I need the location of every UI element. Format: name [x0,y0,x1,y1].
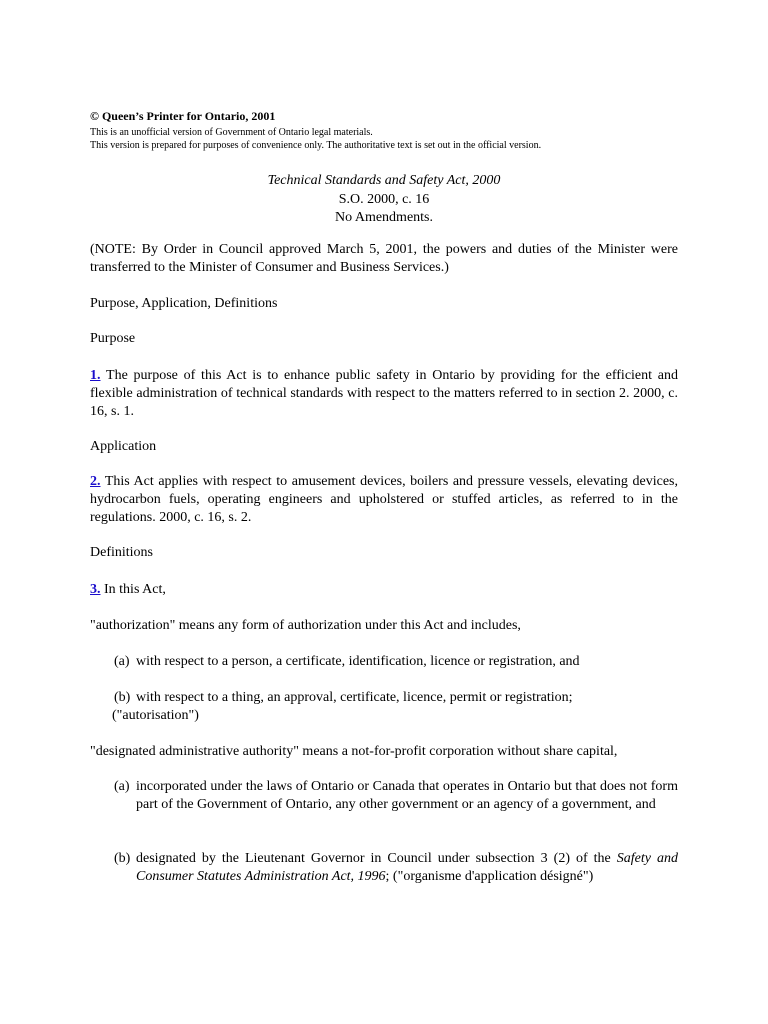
statute-reference: Safety and Consumer Statutes Administration Act, 1996 [136,851,678,884]
section-3-link[interactable]: 3. [90,582,101,597]
item-text-end: ; ("organisme d'application désigné") [385,869,594,884]
definition-authorization-item-b [114,689,678,725]
item-label: (b) [114,690,131,705]
definition-daa-item-a [114,778,678,814]
section-3-text: In this Act, [104,582,166,597]
item-label: (b) [114,851,131,866]
item-text: with respect to a thing, an approval, certificate, licence, permit or registration; [136,690,573,705]
item-label: (a) [114,779,130,794]
part-heading: Purpose, Application, Definitions [90,296,278,311]
definition-daa-item-b [114,850,678,886]
amendments-status: No Amendments. [335,210,433,225]
item-label: (a) [114,654,130,669]
section-heading-application: Application [90,439,157,454]
section-2-text: This Act applies with respect to amusement devices, boilers and pressure vessels, elevating devices, hydrocarbon fuels, operating engineers and upholstered or stuffed articles, as referred to in the regulations. 2000, c. 16, s. 2. [90,474,678,525]
section-2-paragraph [90,473,678,527]
item-french-term: ("autorisation") [112,708,199,723]
council-note: (NOTE: By Order in Council approved March 5, 2001, the powers and duties of the Minister were transferred to the Minister of Consumer and Business Services.) [90,242,678,275]
section-2-link[interactable]: 2. [90,474,101,489]
disclaimer-line-1: This is an unofficial version of Government of Ontario legal materials. [90,127,373,138]
item-text [136,850,678,886]
item-text-start: designated by the Lieutenant Governor in Council under subsection 3 (2) of the [136,851,617,866]
section-heading-definitions: Definitions [90,545,153,560]
section-1-link[interactable]: 1. [90,368,101,383]
item-text: incorporated under the laws of Ontario or Canada that operates in Ontario but that does not form part of the Government of Ontario, any other government or an agency of a government, and [136,779,678,812]
definition-authorization-item-a [114,653,678,671]
disclaimer-line-2: This version is prepared for purposes of convenience only. The authoritative text is set out in the official version. [90,140,542,151]
item-text: with respect to a person, a certificate, identification, licence or registration, and [136,654,580,669]
section-heading-purpose: Purpose [90,331,136,346]
section-3-paragraph [90,581,678,599]
definition-daa-intro: "designated administrative authority" means a not-for-profit corporation without share capital, [90,744,618,759]
act-citation: S.O. 2000, c. 16 [338,192,430,207]
definition-authorization-intro: "authorization" means any form of authorization under this Act and includes, [90,618,521,633]
section-1-paragraph [90,367,678,421]
copyright-line: © Queen’s Printer for Ontario, 2001 [90,109,276,123]
section-1-text: The purpose of this Act is to enhance public safety in Ontario by providing for the efficient and flexible administration of technical standards with respect to the matters referred to in section 2. 2000, c. 16, s. 1. [90,368,679,419]
act-title: Technical Standards and Safety Act, 2000 [267,173,501,188]
